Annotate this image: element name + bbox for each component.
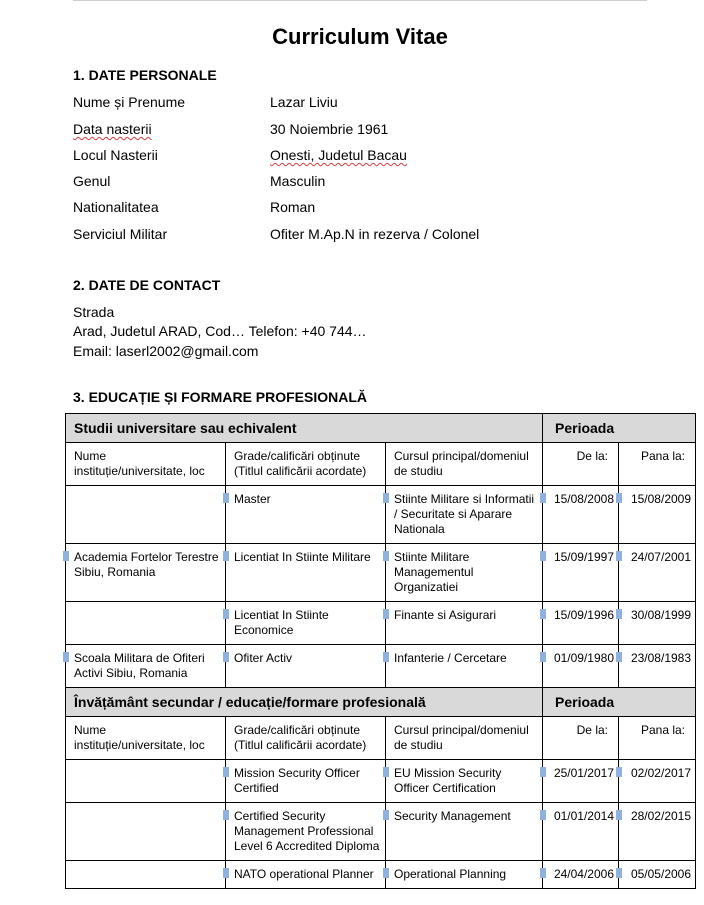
col-header-from: De la: — [543, 717, 619, 760]
cell-qualification: Licentiat In Stiinte Militare — [226, 544, 386, 602]
label-nationality: Nationalitatea — [73, 199, 159, 215]
column-header-row — [66, 443, 696, 486]
table-row — [66, 861, 696, 889]
cell-institution: Academia Fortelor Terestre Sibiu, Romania — [66, 544, 226, 602]
cell-to: 05/05/2006 — [619, 861, 696, 889]
secondary-section-title: Învățământ secundar / educație/formare profesională — [66, 688, 543, 717]
comment-marker-icon — [63, 652, 69, 662]
comment-marker-icon — [616, 810, 622, 820]
cell-to: 23/08/1983 — [619, 645, 696, 688]
contact-street: Strada — [73, 304, 115, 320]
column-header-row — [66, 717, 696, 760]
comment-marker-icon — [616, 493, 622, 503]
cell-from: 15/09/1997 — [543, 544, 619, 602]
comment-marker-icon — [383, 810, 389, 820]
cell-institution: Scoala Militara de Ofiteri Activi Sibiu, Romania — [66, 645, 226, 688]
comment-marker-icon — [383, 652, 389, 662]
cell-qualification: NATO operational Planner — [226, 861, 386, 889]
comment-marker-icon — [383, 551, 389, 561]
cell-institution — [66, 760, 226, 803]
comment-marker-icon — [540, 493, 546, 503]
comment-marker-icon — [383, 767, 389, 777]
comment-marker-icon — [616, 767, 622, 777]
label-name: Nume și Prenume — [73, 94, 186, 110]
table-row — [66, 602, 696, 645]
section-heading-personal: 1. DATE PERSONALE — [73, 67, 217, 83]
label-birthplace: Locul Nasterii — [73, 147, 158, 163]
comment-marker-icon — [223, 609, 229, 619]
document-title: Curriculum Vitae — [272, 24, 448, 49]
cell-domain: Finante si Asigurari — [386, 602, 543, 645]
cell-qualification: Certified Security Management Professional Level 6 Accredited Diploma — [226, 803, 386, 861]
comment-marker-icon — [223, 652, 229, 662]
comment-marker-icon — [540, 609, 546, 619]
secondary-section-header — [66, 688, 696, 717]
col-header-qualification: Grade/calificări obținute (Titlul calificării acordate) — [226, 443, 386, 486]
cell-domain: Stiinte Militare si Informatii / Securitate si Aparare Nationala — [386, 486, 543, 544]
cell-domain: Infanterie / Cercetare — [386, 645, 543, 688]
comment-marker-icon — [383, 493, 389, 503]
cell-institution — [66, 486, 226, 544]
col-header-to: Pana la: — [619, 717, 696, 760]
cell-domain: Stiinte Militare Managementul Organizatiei — [386, 544, 543, 602]
comment-marker-icon — [63, 551, 69, 561]
col-header-domain: Cursul principal/domeniul de studiu — [386, 443, 543, 486]
comment-marker-icon — [223, 868, 229, 878]
cell-to: 30/08/1999 — [619, 602, 696, 645]
comment-marker-icon — [540, 810, 546, 820]
table-row — [66, 803, 696, 861]
comment-marker-icon — [540, 868, 546, 878]
label-birthdate: Data nasterii — [73, 121, 152, 137]
cell-to: 28/02/2015 — [619, 803, 696, 861]
comment-marker-icon — [223, 493, 229, 503]
university-period-label: Perioada — [543, 414, 696, 443]
cell-domain: Security Management — [386, 803, 543, 861]
table-row — [66, 645, 696, 688]
col-header-institution: Nume instituție/universitate, loc — [66, 443, 226, 486]
comment-marker-icon — [540, 767, 546, 777]
cell-to: 24/07/2001 — [619, 544, 696, 602]
comment-marker-icon — [616, 868, 622, 878]
table-row — [66, 486, 696, 544]
cell-from: 15/09/1996 — [543, 602, 619, 645]
value-gender: Masculin — [270, 173, 326, 189]
section-heading-contact: 2. DATE DE CONTACT — [73, 277, 221, 293]
cell-domain: EU Mission Security Officer Certification — [386, 760, 543, 803]
cell-institution — [66, 803, 226, 861]
cell-institution — [66, 602, 226, 645]
comment-marker-icon — [223, 551, 229, 561]
cell-qualification: Mission Security Officer Certified — [226, 760, 386, 803]
cell-qualification: Master — [226, 486, 386, 544]
col-header-domain: Cursul principal/domeniul de studiu — [386, 717, 543, 760]
cell-institution — [66, 861, 226, 889]
table-row — [66, 544, 696, 602]
cell-qualification: Ofiter Activ — [226, 645, 386, 688]
university-section-title: Studii universitare sau echivalent — [66, 414, 543, 443]
cell-to: 02/02/2017 — [619, 760, 696, 803]
value-birthdate: 30 Noiembrie 1961 — [270, 121, 389, 137]
value-name: Lazar Liviu — [270, 94, 338, 110]
page-top-border — [73, 0, 647, 1]
col-header-institution: Nume instituție/universitate, loc — [66, 717, 226, 760]
contact-address-phone: Arad, Judetul ARAD, Cod… Telefon: +40 744… — [73, 323, 367, 339]
cell-from: 24/04/2006 — [543, 861, 619, 889]
cell-qualification: Licentiat In Stiinte Economice — [226, 602, 386, 645]
value-military-service: Ofiter M.Ap.N in rezerva / Colonel — [270, 226, 480, 242]
comment-marker-icon — [223, 810, 229, 820]
comment-marker-icon — [540, 652, 546, 662]
table-row — [66, 760, 696, 803]
label-military-service: Serviciul Militar — [73, 226, 168, 242]
comment-marker-icon — [383, 609, 389, 619]
cell-domain: Operational Planning — [386, 861, 543, 889]
comment-marker-icon — [223, 767, 229, 777]
comment-marker-icon — [616, 652, 622, 662]
label-gender: Genul — [73, 173, 111, 189]
comment-marker-icon — [540, 551, 546, 561]
university-section-header — [66, 414, 696, 443]
section-heading-education: 3. EDUCAȚIE ȘI FORMARE PROFESIONALĂ — [73, 389, 368, 405]
col-header-from: De la: — [543, 443, 619, 486]
col-header-qualification: Grade/calificări obținute (Titlul calificării acordate) — [226, 717, 386, 760]
secondary-period-label: Perioada — [543, 688, 696, 717]
cell-to: 15/08/2009 — [619, 486, 696, 544]
col-header-to: Pana la: — [619, 443, 696, 486]
comment-marker-icon — [616, 551, 622, 561]
comment-marker-icon — [616, 609, 622, 619]
cell-from: 25/01/2017 — [543, 760, 619, 803]
contact-email: Email: laserl2002@gmail.com — [73, 343, 259, 359]
education-table — [65, 413, 696, 889]
cell-from: 01/01/2014 — [543, 803, 619, 861]
comment-marker-icon — [383, 868, 389, 878]
value-birthplace: Onesti, Judetul Bacau — [270, 147, 407, 163]
cell-from: 15/08/2008 — [543, 486, 619, 544]
cell-from: 01/09/1980 — [543, 645, 619, 688]
value-nationality: Roman — [270, 199, 316, 215]
